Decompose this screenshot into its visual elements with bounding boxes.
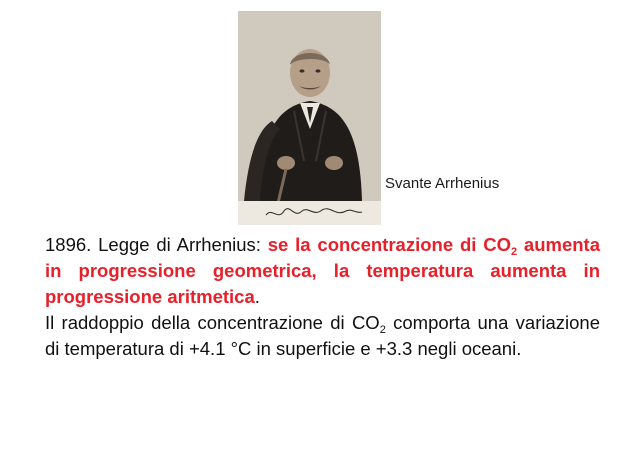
portrait-photo bbox=[238, 11, 381, 225]
doubling-text-1: Il raddoppio della concentrazione di CO bbox=[45, 312, 380, 333]
portrait-illustration bbox=[238, 11, 381, 225]
co2-subscript: 2 bbox=[379, 324, 386, 336]
doubling-text-2: comporta una variazione di temperatura di +4.1 °C in superficie e +3.3 negli oceani. bbox=[45, 312, 601, 359]
law-tail: . bbox=[254, 286, 260, 307]
law-lead: 1896. Legge di Arrhenius: bbox=[45, 234, 268, 255]
paragraph-doubling bbox=[45, 310, 600, 362]
portrait-caption: Svante Arrhenius bbox=[385, 175, 500, 192]
paragraph-arrhenius-law bbox=[45, 232, 600, 310]
body-text bbox=[45, 232, 600, 362]
law-highlight-text-2: aumenta in progressione geometrica, la temperatura aumenta in progressione aritmetica bbox=[45, 234, 601, 307]
law-highlight-text-1: se la concentrazione di CO bbox=[267, 234, 511, 255]
co2-subscript: 2 bbox=[510, 246, 518, 258]
